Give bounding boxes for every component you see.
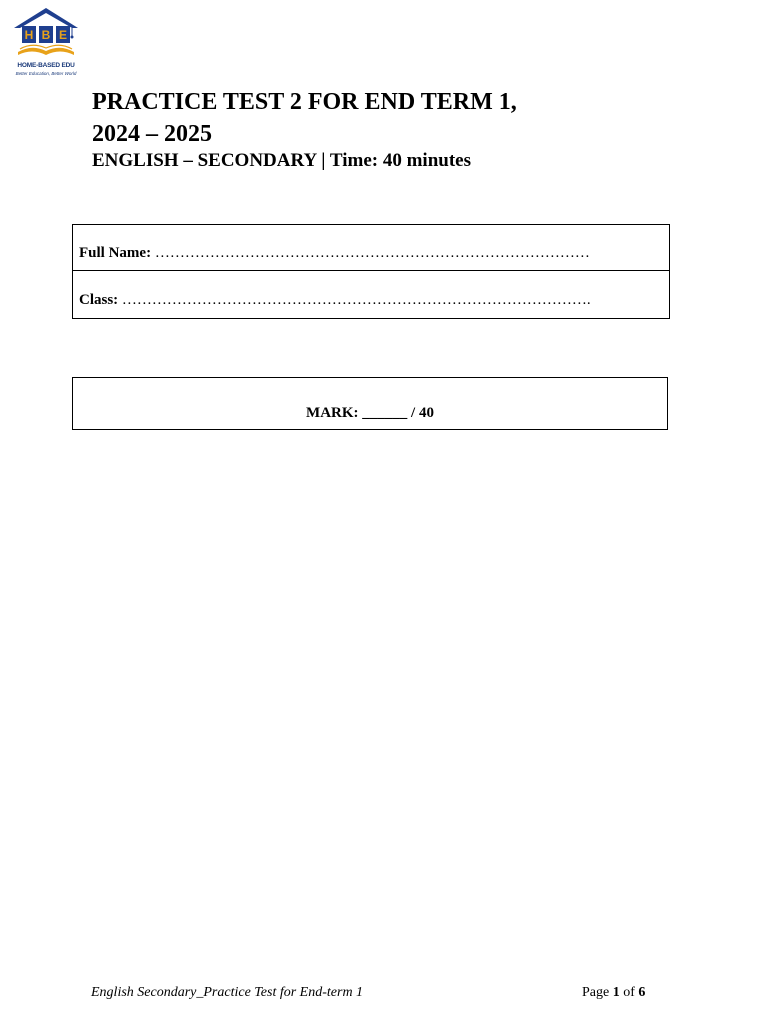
class-row[interactable] — [73, 271, 669, 317]
roof-shape — [14, 8, 78, 28]
page-current: 1 — [612, 985, 620, 1000]
logo-graphic — [10, 6, 82, 62]
logo-letter-e: E — [58, 28, 68, 42]
page-subtitle: ENGLISH – SECONDARY | Time: 40 minutes — [92, 150, 471, 171]
student-info-box — [72, 224, 670, 319]
page-of: of — [623, 985, 635, 1000]
logo-name: HOME-BASED EDU — [17, 62, 75, 69]
mark-box — [72, 377, 668, 430]
fullname-dots[interactable]: …………………………………………………………………………… — [154, 245, 590, 261]
fullname-row[interactable] — [73, 225, 669, 271]
logo-slogan: Better Education, Better World — [15, 71, 77, 76]
book-shape — [18, 48, 74, 55]
fullname-label: Full Name: — [79, 245, 152, 261]
footer-page-number — [582, 985, 645, 1001]
logo-letter-h: H — [24, 28, 34, 42]
mark-text: MARK: ______ / 40 — [306, 405, 434, 421]
title-line-2: 2024 – 2025 — [92, 121, 212, 147]
hbe-logo — [10, 6, 82, 82]
footer-document-name: English Secondary_Practice Test for End-term 1 — [91, 985, 364, 1000]
title-line-1: PRACTICE TEST 2 FOR END TERM 1, — [92, 89, 517, 115]
tassel-end — [71, 36, 74, 39]
page-title — [92, 86, 517, 150]
page-word: Page — [582, 985, 610, 1000]
class-dots[interactable]: …………………………………………………………………………………. — [121, 292, 591, 308]
class-label: Class: — [79, 292, 119, 308]
logo-letter-b: B — [41, 28, 51, 42]
page-total: 6 — [638, 985, 646, 1000]
